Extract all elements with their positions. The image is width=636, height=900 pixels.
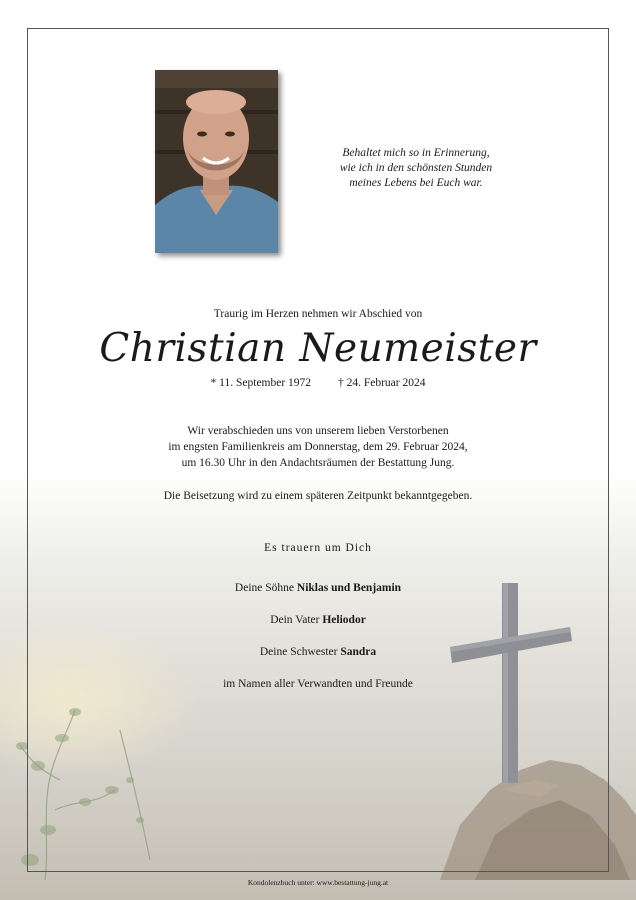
quote-line: wie ich in den schönsten Stunden	[339, 162, 493, 174]
death-date: † 24. Februar 2024	[337, 377, 426, 389]
info-line: Wir verabschieden uns von unserem lieben Verstorbenen	[187, 425, 449, 437]
portrait-image	[155, 70, 278, 253]
quote-line: Behaltet mich so in Erinnerung,	[342, 147, 490, 159]
farewell-intro: Traurig im Herzen nehmen wir Abschied von	[213, 308, 423, 320]
life-dates	[0, 377, 636, 389]
mourner-relation: Deine Schwester	[259, 646, 338, 658]
mourner-line	[0, 614, 636, 626]
info-line: im engsten Familienkreis am Donnerstag, dem 29. Februar 2024,	[168, 441, 468, 453]
condolence-footer: Kondolenzbuch unter: www.bestattung-jung.at	[247, 878, 389, 887]
info-line: um 16.30 Uhr in den Andachtsräumen der Bestattung Jung.	[181, 457, 455, 469]
mourner-names: Heliodor	[322, 614, 366, 626]
mourner-names: Sandra	[340, 646, 377, 658]
mourner-line	[0, 678, 636, 690]
burial-note: Die Beisetzung wird zu einem späteren Zeitpunkt bekanntgegeben.	[163, 490, 473, 502]
mourner-line	[0, 582, 636, 594]
farewell-info	[0, 423, 636, 471]
quote-line: meines Lebens bei Euch war.	[349, 177, 483, 189]
mourner-names: Niklas und Benjamin	[296, 582, 402, 594]
portrait-photo	[155, 70, 278, 253]
mourner-relation: Deine Söhne	[234, 582, 295, 594]
mourners-heading: Es trauern um Dich	[264, 542, 372, 554]
memorial-quote	[306, 146, 526, 191]
mourner-relation: Dein Vater	[270, 614, 320, 626]
mourner-relation: im Namen aller Verwandten und Freunde	[223, 678, 413, 690]
birth-date: * 11. September 1972	[210, 377, 312, 389]
mourner-line	[0, 646, 636, 658]
deceased-name: Christian Neumeister	[99, 326, 537, 371]
